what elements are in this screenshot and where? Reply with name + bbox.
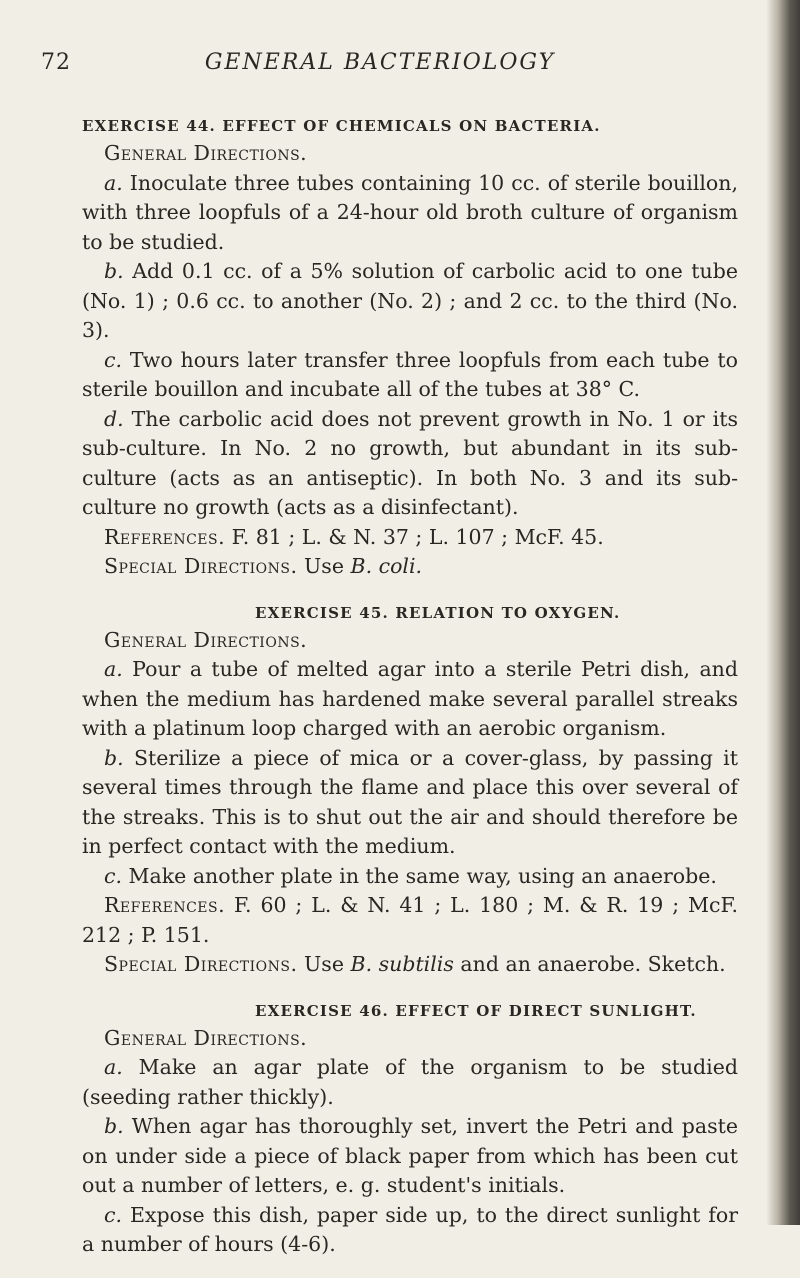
item-letter: b. [104,259,124,283]
direction-item [82,405,738,523]
references-label: References. [104,524,226,549]
item-letter: b. [104,745,124,770]
direction-item [82,1112,738,1201]
item-letter: d. [104,406,124,431]
exercise-title: EXERCISE 46. EFFECT OF DIRECT SUNLIGHT. [255,1001,697,1020]
item-text: Pour a tube of melted agar into a sterile Petri dish, and when the medium has hardened make several parallel streaks with a platinum loop charged with an aerobic organism. [82,657,738,740]
references-line [82,523,738,553]
item-text: Inoculate three tubes containing 10 cc. of sterile bouillon, with three loopfuls of a 24-hour old broth culture of organism to be studied. [82,170,738,254]
item-text: Make another plate in the same way, using an anaerobe. [128,863,717,888]
exercise-45 [82,600,738,980]
references-line [82,891,738,950]
page-header [0,50,760,90]
general-directions-heading: General Directions. [104,1025,308,1050]
references-label: References. [104,893,226,917]
item-letter: c. [104,863,122,888]
exercise-46 [82,998,738,1260]
general-directions-heading: General Directions. [104,627,308,652]
organism-name: B. subtilis [350,952,454,976]
special-prefix: Use [304,554,344,578]
direction-item [82,1201,738,1260]
exercise-title: EXERCISE 45. RELATION TO OXYGEN. [255,603,621,622]
references-text: F. 81 ; L. & N. 37 ; L. 107 ; McF. 45. [231,524,604,549]
page-edge-shadow [766,0,800,1225]
item-text: Sterilize a piece of mica or a cover-glass, by passing it several times through the flame and place this over several of the streaks. This is to shut out the air and should therefore be in perfect contact with the medium. [82,745,738,858]
item-letter: a. [104,1055,123,1079]
general-directions-heading: General Directions. [104,141,308,165]
exercise-44 [82,113,738,582]
special-directions-label: Special Directions. [104,554,298,578]
page-number: 72 [41,50,71,75]
organism-name: B. coli. [350,554,423,578]
special-directions-label: Special Directions. [104,952,298,976]
running-title: GENERAL BACTERIOLOGY [204,50,556,75]
special-directions-line [82,552,738,582]
item-text: Expose this dish, paper side up, to the direct sunlight for a number of hours (4-6). [82,1202,738,1256]
direction-item [82,744,738,862]
item-letter: c. [104,1202,122,1227]
direction-item [82,655,738,744]
item-letter: b. [104,1114,124,1138]
item-text: When agar has thoroughly set, invert the Petri and paste on under side a piece of black paper from which has been cut out a number of letters, e. g. student's initials. [82,1114,738,1197]
direction-item [82,862,738,892]
item-text: Add 0.1 cc. of a 5% solution of carbolic acid to one tube (No. 1) ; 0.6 cc. to another (No. 2) ; and 2 cc. to the third (No. 3). [82,259,738,342]
direction-item [82,1053,738,1112]
special-prefix: Use [304,952,344,976]
page-body [82,113,738,1278]
special-directions-line [82,950,738,980]
references-text: F. 60 ; L. & N. 41 ; L. 180 ; M. & R. 19 ; McF. 212 ; P. 151. [82,893,738,947]
item-text: Make an agar plate of the organism to be studied (seeding rather thickly). [82,1055,738,1109]
item-letter: a. [104,657,123,681]
item-text: The carbolic acid does not prevent growth in No. 1 or its sub-culture. In No. 2 no growth, but abundant in its sub-culture (acts as an antiseptic). In both No. 3 and its sub-culture no growth (acts as a disinfectant). [82,406,738,519]
special-suffix: and an anaerobe. Sketch. [460,952,726,976]
direction-item [82,346,738,405]
item-letter: a. [104,170,123,195]
exercise-title: EXERCISE 44. EFFECT OF CHEMICALS ON BACTERIA. [82,117,601,135]
direction-item [82,257,738,346]
direction-item [82,169,738,258]
item-letter: c. [104,347,122,372]
item-text: Two hours later transfer three loopfuls from each tube to sterile bouillon and incubate all of the tubes at 38° C. [82,347,738,401]
